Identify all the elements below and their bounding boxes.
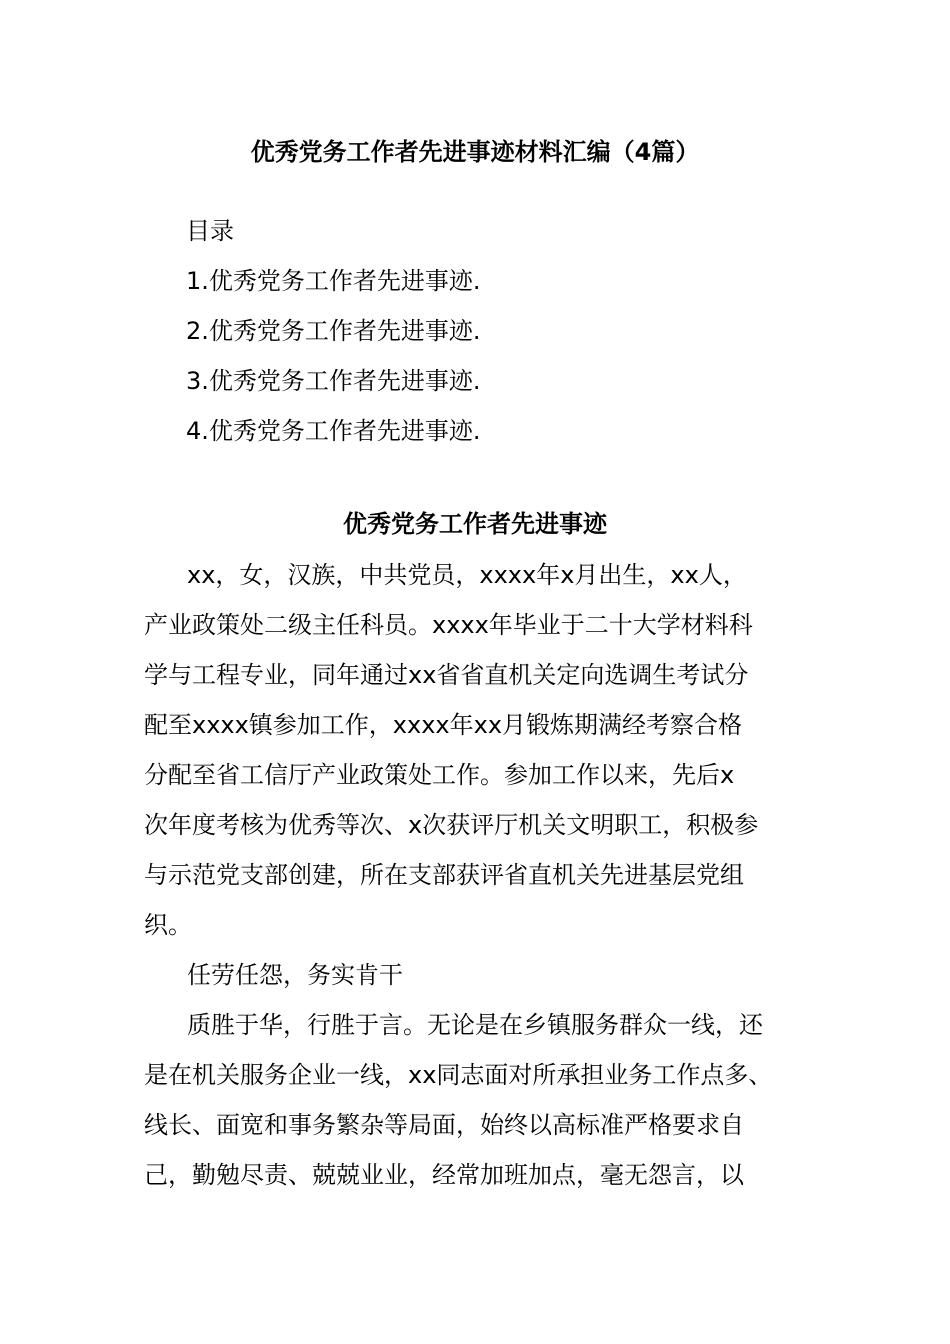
toc-item: 4.优秀党务工作者先进事迹.: [186, 417, 481, 445]
toc-item: 1.优秀党务工作者先进事迹.: [186, 267, 481, 295]
paragraph-line: 配至xxxx镇参加工作，xxxx年xx月锻炼期满经考察合格: [144, 711, 743, 739]
subheading: 任劳任怨，务实肯干: [187, 961, 403, 989]
paragraph-line: 线长、面宽和事务繁杂等局面，始终以高标准严格要求自: [144, 1111, 744, 1139]
toc-item: 3.优秀党务工作者先进事迹.: [186, 367, 481, 395]
paragraph-line: 织。: [144, 911, 192, 939]
paragraph-line: xx，女，汉族，中共党员，xxxx年x月出生，xx人，: [187, 561, 747, 589]
paragraph-line: 己，勤勉尽责、兢兢业业，经常加班加点，毫无怨言，以: [144, 1161, 744, 1189]
paragraph-line: 质胜于华，行胜于言。无论是在乡镇服务群众一线，还: [187, 1011, 763, 1039]
paragraph-line: 学与工程专业，同年通过xx省省直机关定向选调生考试分: [144, 661, 749, 689]
toc-item: 2.优秀党务工作者先进事迹.: [186, 317, 481, 345]
document-title: 优秀党务工作者先进事迹材料汇编（4篇）: [250, 138, 700, 166]
paragraph-line: 产业政策处二级主任科员。xxxx年毕业于二十大学材料科: [144, 611, 753, 639]
paragraph-line: 是在机关服务企业一线，xx同志面对所承担业务工作点多、: [144, 1061, 773, 1089]
body-text: [144, 550, 808, 1200]
section-title: 优秀党务工作者先进事迹: [343, 510, 607, 538]
paragraph-line: 与示范党支部创建，所在支部获评省直机关先进基层党组: [144, 861, 744, 889]
table-of-contents: [186, 206, 826, 456]
toc-heading: 目录: [186, 217, 234, 245]
paragraph-line: 分配至省工信厅产业政策处工作。参加工作以来，先后x: [144, 761, 735, 789]
paragraph-line: 次年度考核为优秀等次、x次获评厅机关文明职工，积极参: [144, 811, 759, 839]
